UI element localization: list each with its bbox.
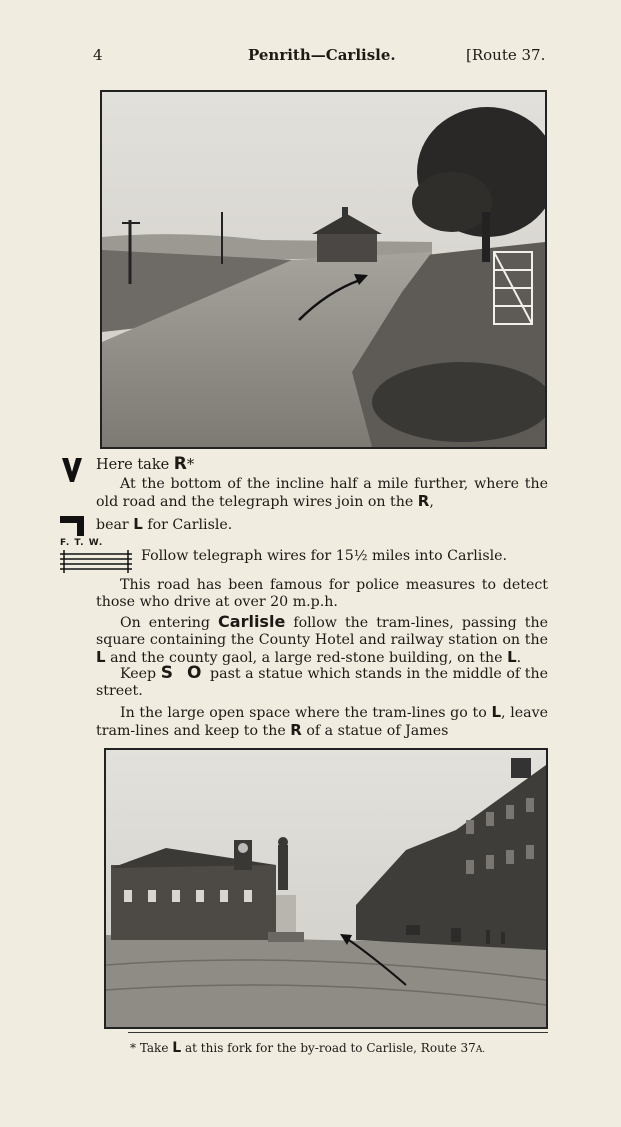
photo-carlisle-square bbox=[104, 748, 548, 1029]
footnote-rule bbox=[128, 1032, 548, 1033]
instruction-follow-wires: Follow telegraph wires for 15½ miles into Carlisle. bbox=[141, 548, 508, 564]
straight-on-symbol: S O bbox=[160, 663, 206, 683]
photo-road-fork bbox=[100, 90, 547, 449]
photo-road-fork-image bbox=[102, 92, 545, 447]
fork-v-icon bbox=[62, 458, 82, 486]
telegraph-wires-icon bbox=[60, 538, 132, 578]
paragraph-keep-so: Keep S O past a statue which stands in the middle of the street. bbox=[96, 663, 548, 699]
paragraph-entering-carlisle: On entering Carlisle follow the tram-lines, passing the square containing the County Hotel and railway station on the L and the county gaol, a large red-stone building, on the L. bbox=[96, 612, 548, 666]
paragraph-incline: At the bottom of the incline half a mile further, where the old road and the telegraph wires join on the R, bbox=[96, 476, 548, 510]
right-symbol: R bbox=[173, 454, 187, 474]
instruction-bear-left: bear L for Carlisle. bbox=[96, 515, 233, 533]
page-title: Penrith—Carlisle. bbox=[248, 46, 396, 64]
paragraph-police: This road has been famous for police measures to detect those who drive at over 20 m.p.h. bbox=[96, 577, 548, 610]
page-number: 4 bbox=[93, 46, 103, 64]
instruction-here-take: Here take R* bbox=[96, 454, 195, 474]
turn-left-icon bbox=[60, 516, 84, 540]
ftw-label: F. T. W. bbox=[60, 538, 104, 548]
route-label: [Route 37. bbox=[466, 46, 546, 64]
photo-carlisle-square-image bbox=[106, 750, 546, 1027]
paragraph-open-space: In the large open space where the tram-lines go to L, leave tram-lines and keep to the R of a statue of James bbox=[96, 703, 548, 739]
footnote: * Take L at this fork for the by-road to Carlisle, Route 37A. bbox=[130, 1040, 486, 1056]
city-name: Carlisle bbox=[218, 612, 286, 631]
